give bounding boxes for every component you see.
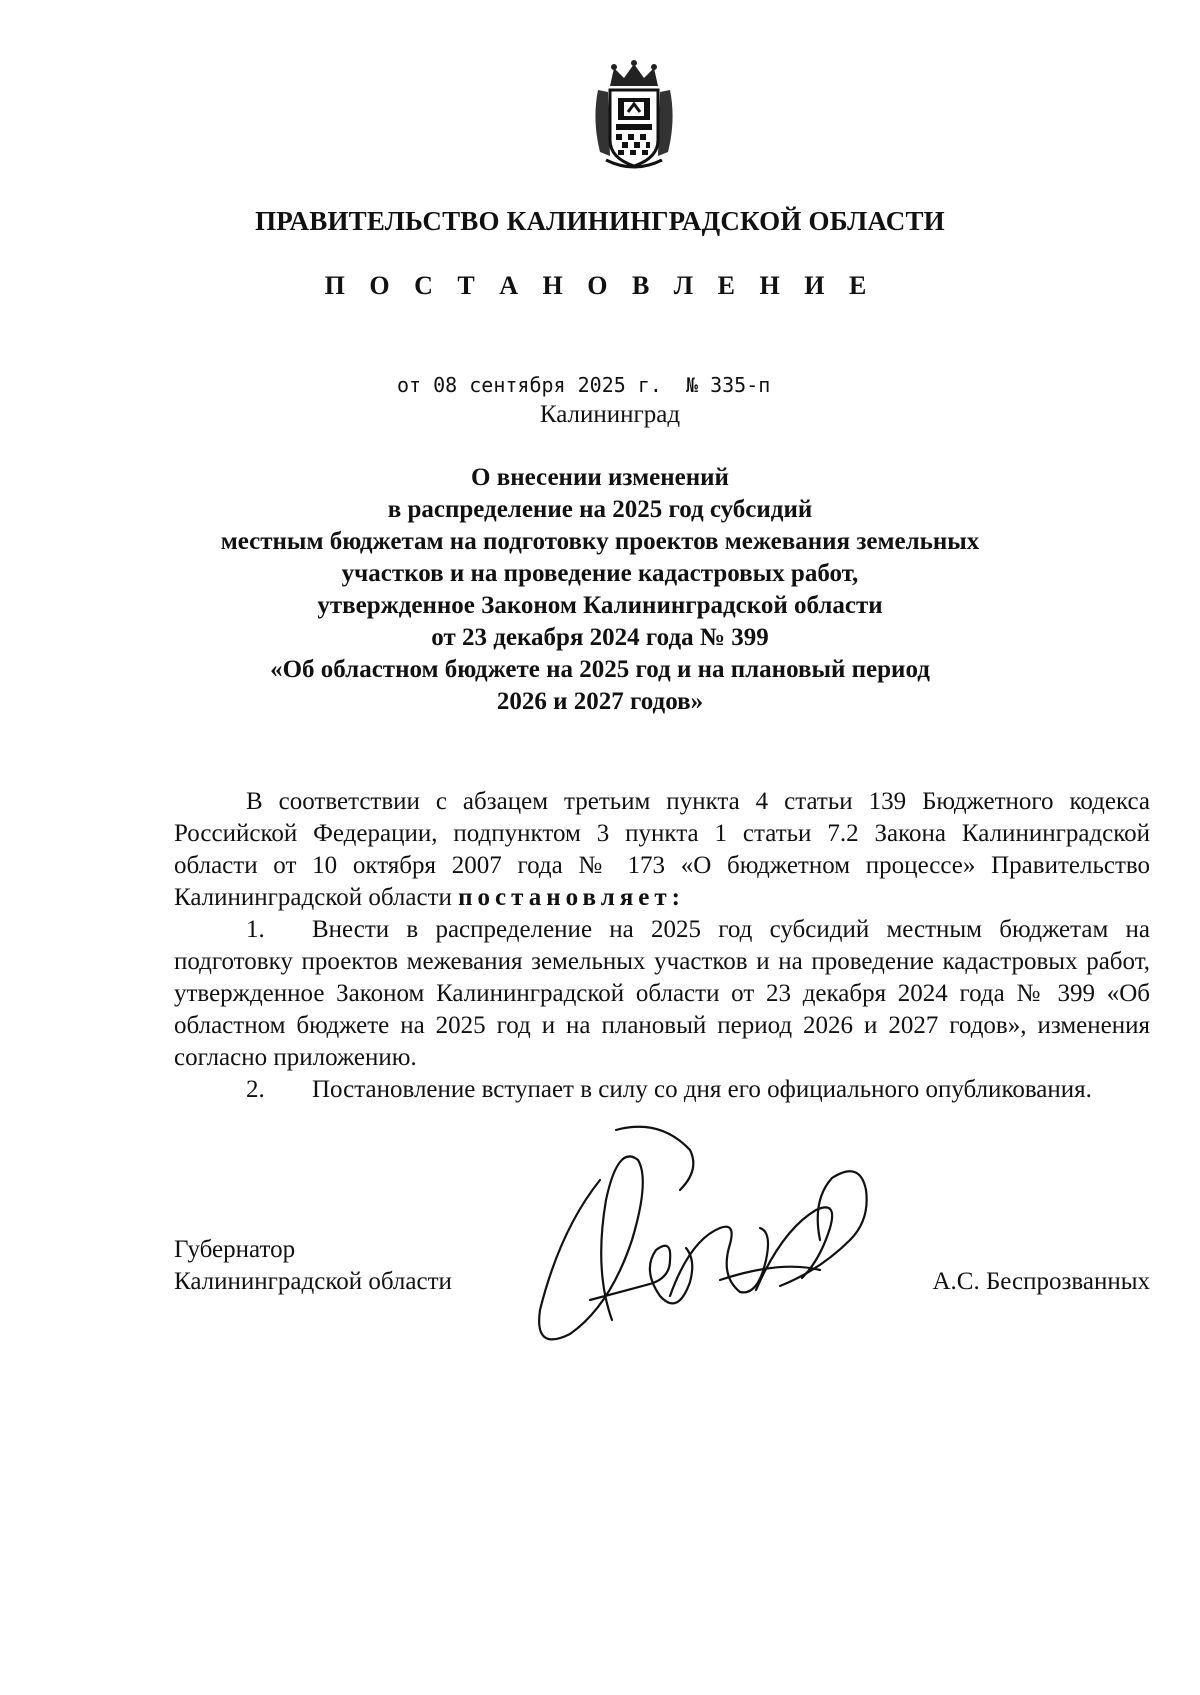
item-number: 2. xyxy=(246,1076,265,1103)
title-line: утвержденное Законом Калининградской области xyxy=(317,592,883,619)
item-text: Постановление вступает в силу со дня его официального опубликования. xyxy=(312,1076,1092,1103)
position-line: Калининградской области xyxy=(174,1268,452,1295)
title-line: «Об областном бюджете на 2025 год и на плановый период xyxy=(270,656,930,683)
signatory-position xyxy=(174,1234,452,1298)
item-2 xyxy=(174,1074,1150,1106)
preamble-text: В соответствии с абзацем третьим пункта 4 статьи 139 Бюджетного кодекса Российской Федерации, подпунктом 3 пункта 1 статьи 7.2 Закона Калининградской области от 10 октября 2007 года № 173 «О бюджетном процессе» Правительство Калининградской области xyxy=(174,788,1150,911)
item-1 xyxy=(174,914,1150,1074)
organization-name: ПРАВИТЕЛЬСТВО КАЛИНИНГРАДСКОЙ ОБЛАСТИ xyxy=(255,206,945,236)
title-line: участков и на проведение кадастровых работ, xyxy=(341,560,859,587)
document-body xyxy=(174,786,1150,1106)
position-line: Губернатор xyxy=(174,1236,296,1263)
title-line: местным бюджетам на подготовку проектов межевания земельных xyxy=(220,528,980,555)
item-text: Внести в распределение на 2025 год субсидий местным бюджетам на подготовку проектов межевания земельных участков и на проведение кадастровых работ, утвержденное Законом Калининградской области от 23 декабря 2024 года № 399 «Об областном бюджете на 2025 год и на плановый период 2026 и 2027 годов», изменения согласно приложению. xyxy=(174,916,1150,1071)
handwritten-signature-icon xyxy=(520,1120,940,1370)
signatory-name: А.С. Беспрозванных xyxy=(932,1268,1150,1295)
document-city: Калининград xyxy=(539,401,681,428)
coat-of-arms-icon xyxy=(588,60,680,172)
title-line: от 23 декабря 2024 года № 399 xyxy=(431,624,769,651)
document-title xyxy=(0,462,1200,718)
title-line: 2026 и 2027 годов» xyxy=(496,688,704,715)
document-type: П О С Т А Н О В Л Е Н И Е xyxy=(324,271,876,300)
resolves-keyword: постановляет: xyxy=(458,884,685,911)
preamble-paragraph xyxy=(174,786,1150,914)
item-number: 1. xyxy=(246,916,265,943)
title-line: О внесении изменений xyxy=(471,464,729,491)
title-line: в распределение на 2025 год субсидий xyxy=(387,496,813,523)
document-date-number: от 08 сентября 2025 г. № 335-п xyxy=(397,373,771,397)
